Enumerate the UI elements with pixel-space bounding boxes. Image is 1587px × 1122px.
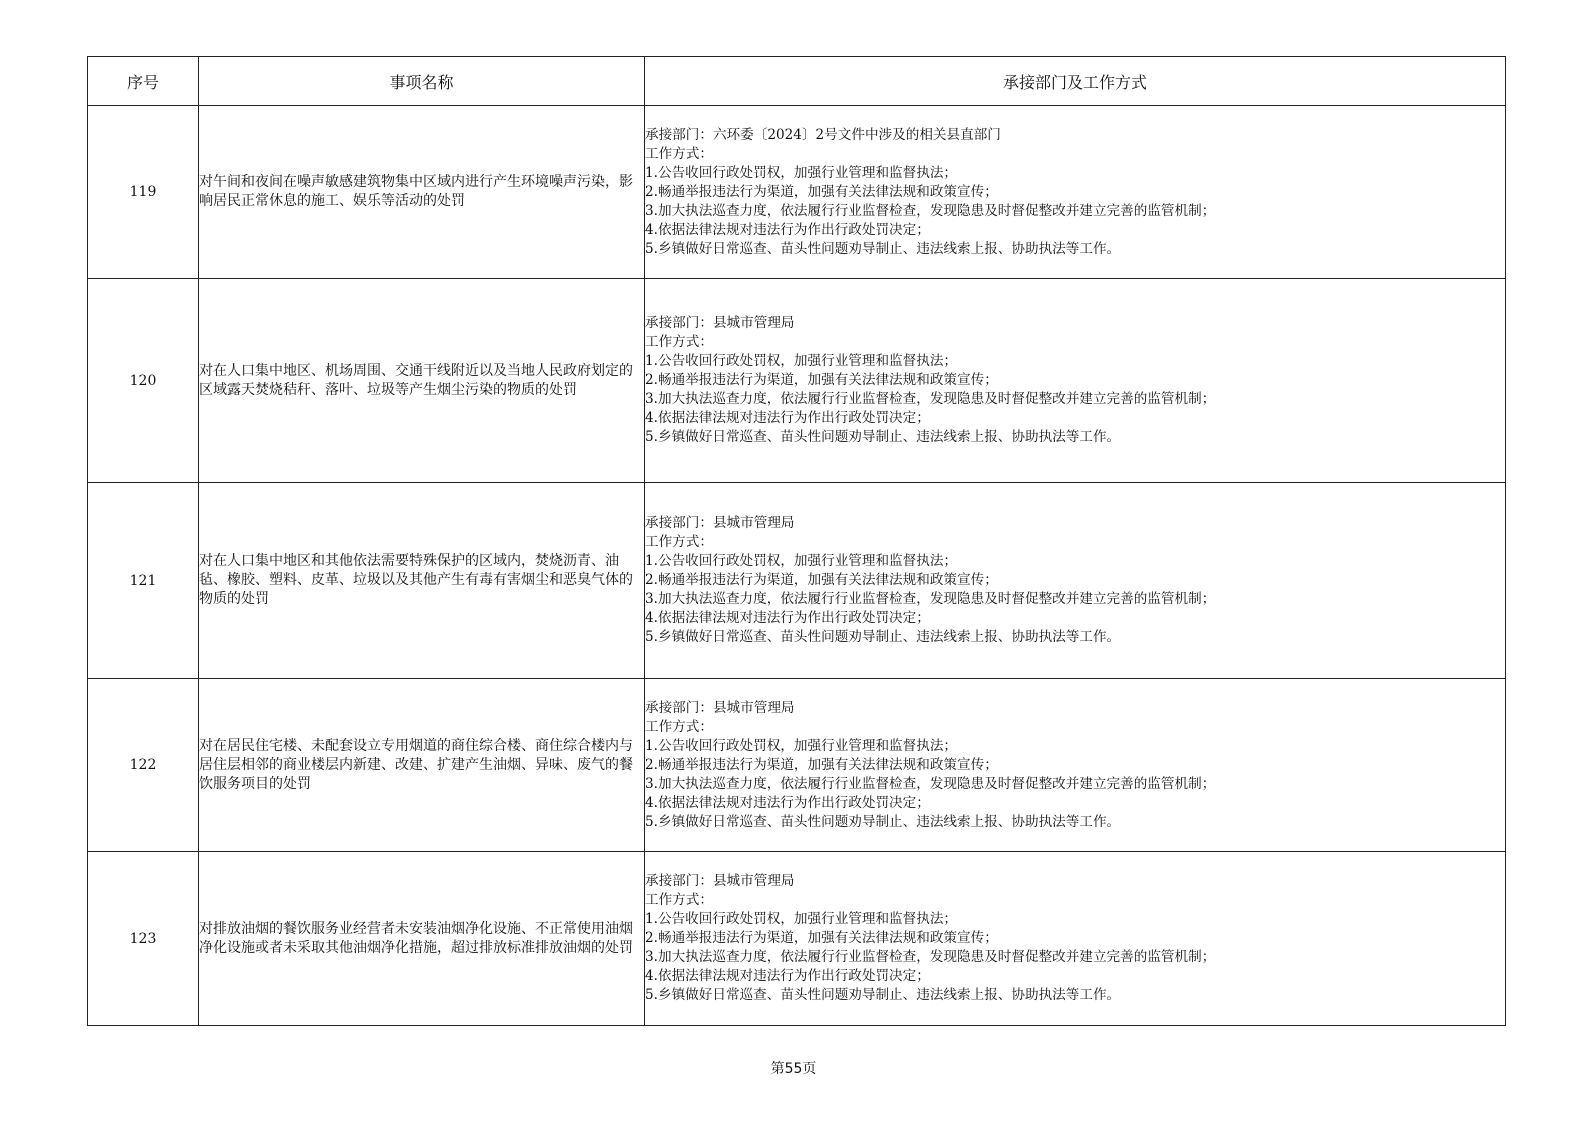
method-line: 3.加大执法巡查力度，依法履行行业监督检查，发现隐患及时督促整改并建立完善的监管机制； bbox=[645, 591, 1216, 607]
table-row bbox=[88, 483, 1506, 679]
method-line: 5.乡镇做好日常巡查、苗头性问题劝导制止、违法线索上报、协助执法等工作。 bbox=[645, 987, 1121, 1003]
header-row bbox=[88, 57, 1506, 106]
items-table bbox=[87, 56, 1506, 1026]
table-row bbox=[88, 106, 1506, 279]
method-line: 4.依据法律法规对违法行为作出行政处罚决定； bbox=[645, 968, 930, 984]
method-line: 5.乡镇做好日常巡查、苗头性问题劝导制止、违法线索上报、协助执法等工作。 bbox=[645, 813, 1121, 830]
method-line: 4.依据法律法规对违法行为作出行政处罚决定； bbox=[645, 410, 930, 426]
row-item-name: 对排放油烟的餐饮服务业经营者未安装油烟净化设施、不正常使用油烟净化设施或者未采取其他油烟净化措施，超过排放标准排放油烟的处罚 bbox=[199, 852, 645, 1026]
method-line: 工作方式： bbox=[645, 145, 713, 162]
method-line: 5.乡镇做好日常巡查、苗头性问题劝导制止、违法线索上报、协助执法等工作。 bbox=[645, 429, 1121, 445]
row-item-name: 对在人口集中地区、机场周围、交通干线附近以及当地人民政府划定的区域露天焚烧秸秆、落叶、垃圾等产生烟尘污染的物质的处罚 bbox=[199, 279, 645, 483]
header-name: 事项名称 bbox=[199, 57, 645, 106]
method-line: 2.畅通举报违法行为渠道，加强有关法律法规和政策宣传； bbox=[645, 930, 998, 946]
method-line: 2.畅通举报违法行为渠道，加强有关法律法规和政策宣传； bbox=[645, 372, 998, 388]
row-seq: 121 bbox=[88, 483, 199, 679]
row-method bbox=[645, 852, 1506, 1026]
method-line: 2.畅通举报违法行为渠道，加强有关法律法规和政策宣传； bbox=[645, 572, 998, 588]
row-method bbox=[645, 279, 1506, 483]
method-line: 1.公告收回行政处罚权，加强行业管理和监督执法； bbox=[645, 737, 958, 754]
method-line: 承接部门：县城市管理局 bbox=[645, 515, 795, 531]
method-line: 3.加大执法巡查力度，依法履行行业监督检查，发现隐患及时督促整改并建立完善的监管机制； bbox=[645, 391, 1216, 407]
method-line: 3.加大执法巡查力度，依法履行行业监督检查，发现隐患及时督促整改并建立完善的监管机制； bbox=[645, 202, 1216, 219]
row-item-name: 对在人口集中地区和其他依法需要特殊保护的区域内，焚烧沥青、油毡、橡胶、塑料、皮革、垃圾以及其他产生有毒有害烟尘和恶臭气体的物质的处罚 bbox=[199, 483, 645, 679]
method-line: 2.畅通举报违法行为渠道，加强有关法律法规和政策宣传； bbox=[645, 183, 998, 200]
method-line: 承接部门：县城市管理局 bbox=[645, 315, 795, 331]
table-row bbox=[88, 279, 1506, 483]
method-line: 4.依据法律法规对违法行为作出行政处罚决定； bbox=[645, 610, 930, 626]
method-line: 5.乡镇做好日常巡查、苗头性问题劝导制止、违法线索上报、协助执法等工作。 bbox=[645, 240, 1121, 257]
header-seq: 序号 bbox=[88, 57, 199, 106]
row-seq: 119 bbox=[88, 106, 199, 279]
row-seq: 122 bbox=[88, 679, 199, 852]
row-seq: 120 bbox=[88, 279, 199, 483]
method-line: 1.公告收回行政处罚权，加强行业管理和监督执法； bbox=[645, 164, 958, 181]
method-line: 4.依据法律法规对违法行为作出行政处罚决定； bbox=[645, 221, 930, 238]
row-seq: 123 bbox=[88, 852, 199, 1026]
page-number: 第55页 bbox=[770, 1061, 817, 1077]
row-item-name: 对在居民住宅楼、未配套设立专用烟道的商住综合楼、商住综合楼内与居住层相邻的商业楼层内新建、改建、扩建产生油烟、异味、废气的餐饮服务项目的处罚 bbox=[199, 679, 645, 852]
row-method bbox=[645, 483, 1506, 679]
method-line: 承接部门：六环委〔2024〕2号文件中涉及的相关县直部门 bbox=[645, 126, 1001, 143]
method-line: 1.公告收回行政处罚权，加强行业管理和监督执法； bbox=[645, 553, 958, 569]
method-line: 工作方式： bbox=[645, 534, 713, 550]
row-method bbox=[645, 106, 1506, 279]
method-line: 1.公告收回行政处罚权，加强行业管理和监督执法； bbox=[645, 353, 958, 369]
table-row bbox=[88, 679, 1506, 852]
method-line: 承接部门：县城市管理局 bbox=[645, 873, 795, 889]
method-line: 2.畅通举报违法行为渠道，加强有关法律法规和政策宣传； bbox=[645, 756, 998, 773]
method-line: 5.乡镇做好日常巡查、苗头性问题劝导制止、违法线索上报、协助执法等工作。 bbox=[645, 629, 1121, 645]
method-line: 工作方式： bbox=[645, 334, 713, 350]
method-line: 工作方式： bbox=[645, 892, 713, 908]
row-item-name: 对午间和夜间在噪声敏感建筑物集中区域内进行产生环境噪声污染，影响居民正常休息的施工、娱乐等活动的处罚 bbox=[199, 106, 645, 279]
method-line: 工作方式： bbox=[645, 718, 713, 735]
header-method: 承接部门及工作方式 bbox=[645, 57, 1506, 106]
method-line: 3.加大执法巡查力度，依法履行行业监督检查，发现隐患及时督促整改并建立完善的监管机制； bbox=[645, 775, 1216, 792]
method-line: 4.依据法律法规对违法行为作出行政处罚决定； bbox=[645, 794, 930, 811]
method-line: 1.公告收回行政处罚权，加强行业管理和监督执法； bbox=[645, 911, 958, 927]
method-line: 承接部门：县城市管理局 bbox=[645, 699, 795, 716]
row-method bbox=[645, 679, 1506, 852]
table-row bbox=[88, 852, 1506, 1026]
method-line: 3.加大执法巡查力度，依法履行行业监督检查，发现隐患及时督促整改并建立完善的监管机制； bbox=[645, 949, 1216, 965]
